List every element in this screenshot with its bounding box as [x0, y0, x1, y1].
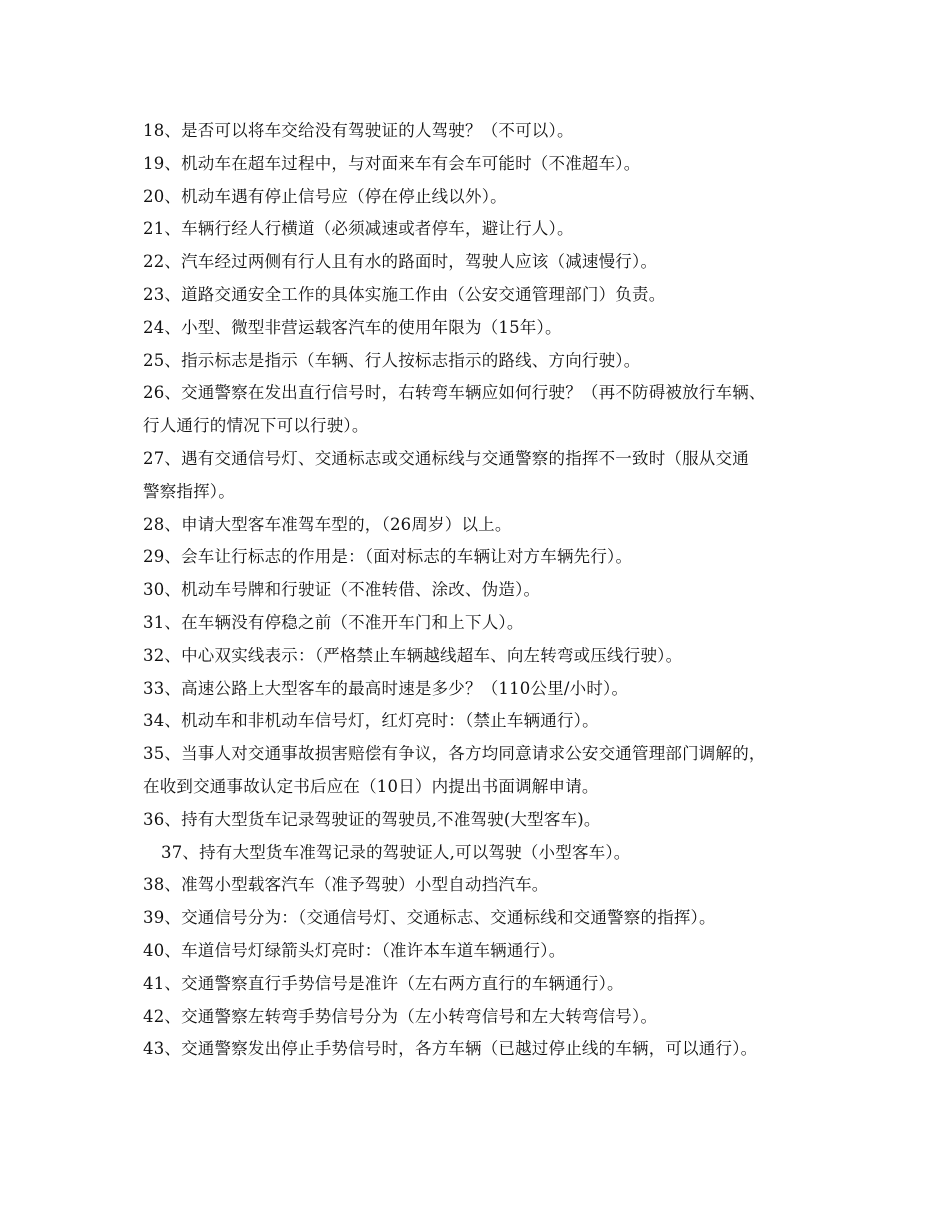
question-line: 34、机动车和非机动车信号灯，红灯亮时：（禁止车辆通行）。 [143, 711, 599, 731]
question-line: 23、道路交通安全工作的具体实施工作由（公安交通管理部门）负责。 [143, 284, 666, 304]
question-line: 28、申请大型客车准驾车型的，（26周岁）以上。 [143, 514, 512, 534]
question-line: 38、准驾小型载客汽车（准予驾驶）小型自动挡汽车。 [143, 875, 549, 895]
question-line: 39、交通信号分为：（交通信号灯、交通标志、交通标线和交通警察的指挥）。 [143, 908, 716, 928]
question-line: 32、中心双实线表示：（严格禁止车辆越线超车、向左转弯或压线行驶）。 [143, 645, 683, 665]
question-line: 29、会车让行标志的作用是：（面对标志的车辆让对方车辆先行）。 [143, 547, 633, 567]
question-line: 31、在车辆没有停稳之前（不准开车门和上下人）。 [143, 612, 524, 632]
question-line: 25、指示标志是指示（车辆、行人按标志指示的路线、方向行驶）。 [143, 350, 641, 370]
question-line: 43、交通警察发出停止手势信号时，各方车辆（已越过停止线的车辆，可以通行）。 [143, 1039, 758, 1059]
question-line: 33、高速公路上大型客车的最高时速是多少？（110公里/小时）。 [143, 678, 629, 698]
question-line: 20、机动车遇有停止信号应（停在停止线以外）。 [143, 186, 507, 206]
question-line: 40、车道信号灯绿箭头灯亮时：（准许本车道车辆通行）。 [143, 940, 566, 960]
question-line: 37、持有大型货车准驾记录的驾驶证人,可以驾驶（小型客车）。 [161, 842, 631, 862]
question-line: 19、机动车在超车过程中，与对面来车有会车可能时（不准超车）。 [143, 153, 641, 173]
question-line: 21、车辆行经人行横道（必须减速或者停车，避让行人）。 [143, 219, 574, 239]
question-line: 41、交通警察直行手势信号是准许（左右两方直行的车辆通行）。 [143, 973, 624, 993]
question-line: 27、遇有交通信号灯、交通标志或交通标线与交通警察的指挥不一致时（服从交通 [143, 448, 749, 468]
question-line-continuation: 警察指挥）。 [143, 481, 235, 501]
question-line: 26、交通警察在发出直行信号时，右转弯车辆应如何行驶？（再不防碍被放行车辆、 [143, 383, 766, 403]
question-line: 30、机动车号牌和行驶证（不准转借、涂改、伪造）。 [143, 580, 541, 600]
question-line-continuation: 在收到交通事故认定书后应在（10日）内提出书面调解申请。 [143, 776, 599, 796]
document-body [143, 115, 833, 1066]
question-line: 24、小型、微型非营运载客汽车的使用年限为（15年）。 [143, 317, 562, 337]
question-line: 36、持有大型货车记录驾驶证的驾驶员,不准驾驶(大型客车)。 [143, 809, 601, 829]
question-line: 22、汽车经过两侧有行人且有水的路面时，驾驶人应该（减速慢行）。 [143, 252, 658, 272]
question-line: 35、当事人对交通事故损害赔偿有争议，各方均同意请求公安交通管理部门调解的， [143, 744, 766, 764]
question-line: 42、交通警察左转弯手势信号分为（左小转弯信号和左大转弯信号）。 [143, 1006, 658, 1026]
question-line: 18、是否可以将车交给没有驾驶证的人驾驶？（不可以）。 [143, 121, 574, 140]
question-line-continuation: 行人通行的情况下可以行驶）。 [143, 416, 369, 436]
